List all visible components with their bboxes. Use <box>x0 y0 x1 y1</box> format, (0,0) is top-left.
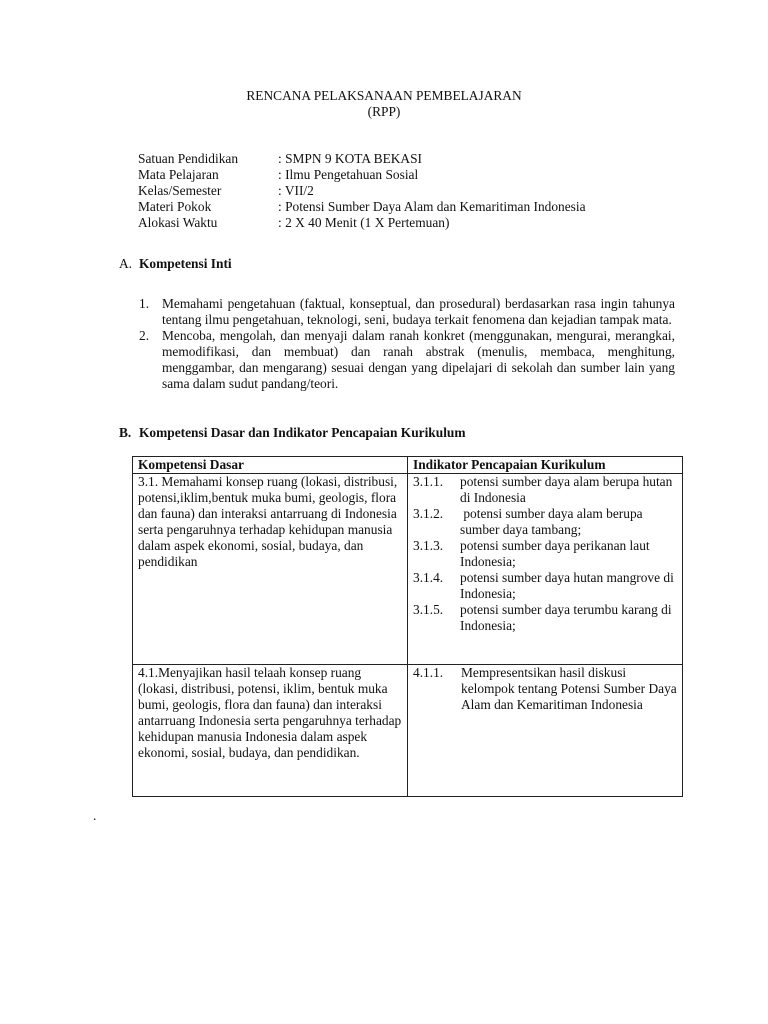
indicator-item <box>413 474 677 506</box>
info-row <box>138 167 586 183</box>
indicator-text: potensi sumber daya alam berupa sumber daya tambang; <box>460 506 646 537</box>
indicator-item <box>413 538 677 570</box>
info-row <box>138 199 586 215</box>
indicator-item <box>413 506 677 538</box>
info-label: Alokasi Waktu <box>138 215 218 230</box>
indicator-code: 4.1.1. <box>413 665 444 680</box>
document-title: RENCANA PELAKSANAAN PEMBELAJARAN <box>246 88 522 103</box>
indicator-code: 3.1.4. <box>413 570 444 585</box>
indicator-text: potensi sumber daya terumbu karang di Indonesia; <box>460 602 672 633</box>
table-header-row <box>133 457 683 474</box>
list-number: 2. <box>139 328 150 343</box>
info-row <box>138 183 586 199</box>
section-letter: B. <box>119 425 132 440</box>
kd-cell: 4.1.Menyajikan hasil telaah konsep ruang (lokasi, distribusi, potensi, iklim, bentuk muka bumi, geologis, flora dan fauna) dan interaksi antarruang Indonesia serta pengaruhnya terhadap kehidupan manusia Indonesia dalam aspek ekonomi, sosial, budaya, dan pendidikan. <box>133 665 408 797</box>
table-row <box>133 665 683 797</box>
info-label: Satuan Pendidikan <box>138 151 239 166</box>
kompetensi-inti-list <box>139 296 675 392</box>
document-subtitle: (RPP) <box>367 104 401 119</box>
section-title: Kompetensi Inti <box>139 256 232 271</box>
info-value: : 2 X 40 Menit (1 X Pertemuan) <box>278 215 450 230</box>
identity-block <box>138 151 586 231</box>
table-row <box>133 474 683 665</box>
info-value: : Potensi Sumber Daya Alam dan Kemaritiman Indonesia <box>278 199 586 214</box>
indicator-code: 3.1.1. <box>413 474 444 489</box>
footer-mark: . <box>93 808 97 823</box>
info-value: : Ilmu Pengetahuan Sosial <box>278 167 419 182</box>
indicator-text: potensi sumber daya perikanan laut Indonesia; <box>460 538 650 569</box>
indicator-code: 3.1.5. <box>413 602 444 617</box>
list-text: Memahami pengetahuan (faktual, konseptual, dan prosedural) berdasarkan rasa ingin tahunya tentang ilmu pengetahuan, teknologi, seni, budaya terkait fenomena dan kejadian tampak mata. <box>162 296 675 327</box>
column-header: Kompetensi Dasar <box>133 457 408 474</box>
section-title: Kompetensi Dasar dan Indikator Pencapaian Kurikulum <box>139 425 466 440</box>
info-value: : SMPN 9 KOTA BEKASI <box>278 151 423 166</box>
info-label: Kelas/Semester <box>138 183 222 198</box>
indicator-text: potensi sumber daya alam berupa hutan di Indonesia <box>460 474 673 505</box>
info-row <box>138 151 586 167</box>
info-label: Mata Pelajaran <box>138 167 219 182</box>
list-number: 1. <box>139 296 150 311</box>
section-b-heading <box>119 425 466 441</box>
indicator-item <box>413 570 677 602</box>
indicator-item <box>413 665 677 713</box>
info-value: : VII/2 <box>278 183 314 198</box>
list-item <box>139 296 675 328</box>
indicator-cell <box>408 665 683 797</box>
indicator-code: 3.1.2. <box>413 506 444 521</box>
indicator-code: 3.1.3. <box>413 538 444 553</box>
column-header: Indikator Pencapaian Kurikulum <box>408 457 683 474</box>
indicator-item <box>413 602 677 634</box>
list-text: Mencoba, mengolah, dan menyaji dalam ranah konkret (menggunakan, mengurai, merangkai, memodifikasi, dan membuat) dan ranah abstrak (menulis, membaca, menghitung, menggambar, dan mengarang) sesuai dengan yang dipelajari di sekolah dan sumber lain yang sama dalam sudut pandang/teori. <box>162 328 675 391</box>
info-label: Materi Pokok <box>138 199 212 214</box>
indicator-cell <box>408 474 683 665</box>
competency-table <box>132 456 683 797</box>
list-item <box>139 328 675 392</box>
info-row <box>138 215 586 231</box>
section-letter: A. <box>119 256 133 271</box>
indicator-text: potensi sumber daya hutan mangrove di Indonesia; <box>460 570 674 601</box>
kd-cell: 3.1. Memahami konsep ruang (lokasi, distribusi, potensi,iklim,bentuk muka bumi, geologis, flora dan fauna) dan interaksi antarruang di Indonesia serta pengaruhnya terhadap kehidupan manusia dalam aspek ekonomi, sosial, budaya, dan pendidikan <box>133 474 408 665</box>
indicator-text: Mempresentsikan hasil diskusi kelompok tentang Potensi Sumber Daya Alam dan Kemaritiman Indonesia <box>461 665 677 712</box>
section-a-heading <box>119 256 232 272</box>
